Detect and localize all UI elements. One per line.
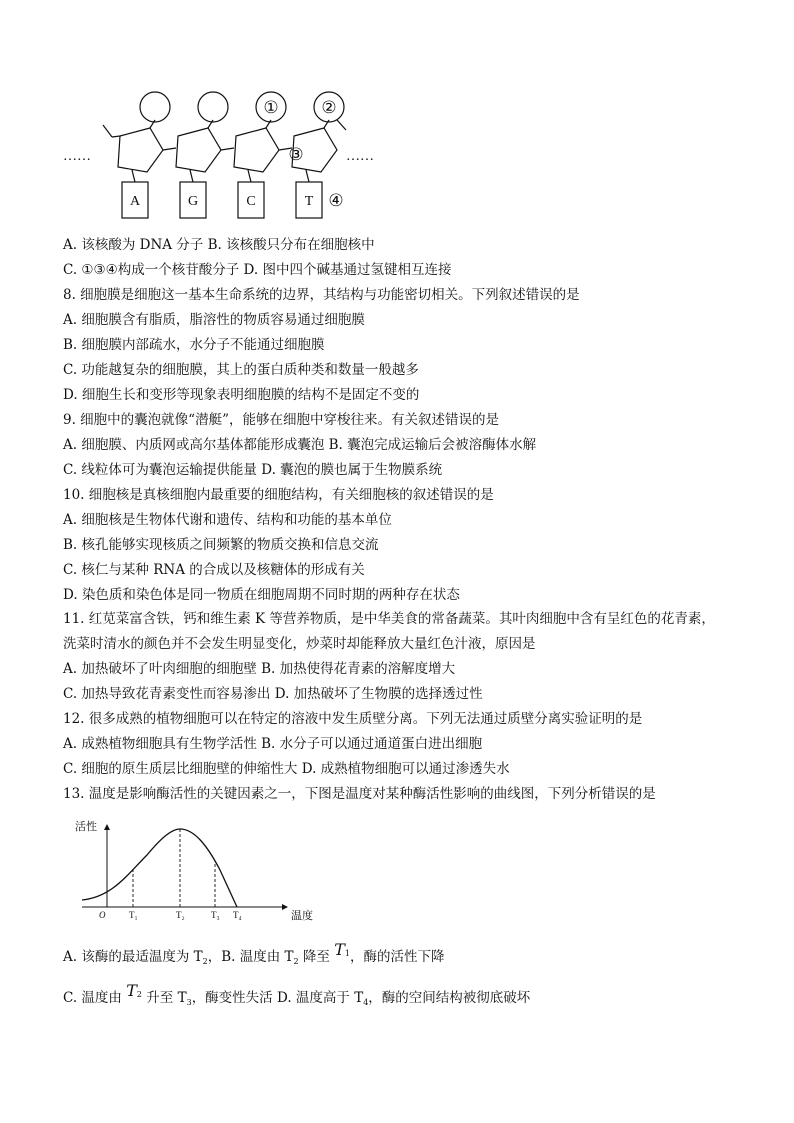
enzyme-activity-graph [72, 815, 332, 935]
label-2: ② [321, 98, 337, 117]
phosphate-circle-1 [140, 92, 170, 122]
q10-stem: 10. 细胞核是真核细胞内最重要的细胞结构，有关细胞核的叙述错误的是 [63, 487, 494, 503]
base-label-2: G [187, 194, 199, 209]
x-axis-label: 温度 [291, 910, 313, 922]
origin-label: O [99, 910, 106, 920]
tick-t1: T₁ [129, 910, 138, 920]
q8-stem: 8. 细胞膜是细胞这一基本生命系统的边界，其结构与功能密切相关。下列叙述错误的是 [63, 287, 580, 303]
q9-stem: 9. 细胞中的囊泡就像“潜艇”，能够在细胞中穿梭往来。有关叙述错误的是 [63, 412, 499, 428]
q13-stem: 13. 温度是影响酶活性的关键因素之一，下图是温度对某种酶活性影响的曲线图，下列分析错误的是 [63, 786, 656, 802]
sugar-pentagon-1 [118, 128, 163, 172]
q10-option-d: D. 染色质和染色体是同一物质在细胞周期不同时期的两种存在状态 [63, 587, 460, 603]
y-axis-label: 活性 [75, 821, 97, 833]
base-label-1: A [129, 194, 141, 209]
sugar-pentagon-3 [234, 128, 279, 172]
q8-option-c: C. 功能越复杂的细胞膜，其上的蛋白质种类和数量一般越多 [63, 362, 419, 378]
q11-stem-line2: 洗菜时清水的颜色并不会发生明显变化，炒菜时却能释放大量红色汁液，原因是 [63, 636, 536, 652]
dna-strand-figure [0, 0, 794, 230]
q8-option-b: B. 细胞膜内部疏水，水分子不能通过细胞膜 [63, 337, 325, 353]
q10-option-a: A. 细胞核是生物体代谢和遗传、结构和功能的基本单位 [63, 512, 392, 528]
q10-option-c: C. 核仁与某种 RNA 的合成以及核糖体的形成有关 [63, 562, 365, 578]
label-4: ④ [328, 191, 344, 210]
q12-option-cd: C. 细胞的原生质层比细胞壁的伸缩性大 D. 成熟植物细胞可以通过渗透失水 [63, 761, 510, 777]
q7-option-ab: A. 该核酸为 DNA 分子 B. 该核酸只分布在细胞核中 [63, 237, 375, 253]
base-label-4: T [304, 194, 314, 209]
tick-t4: T₄ [233, 910, 242, 920]
q11-option-cd: C. 加热导致花青素变性而容易渗出 D. 加热破坏了生物膜的选择透过性 [63, 686, 483, 702]
q8-option-d: D. 细胞生长和变形等现象表明细胞膜的结构不是固定不变的 [63, 387, 420, 403]
label-1: ① [263, 98, 279, 117]
tick-t2: T₂ [176, 910, 185, 920]
base-label-3: C [246, 194, 256, 209]
dots-right: …… [346, 149, 374, 164]
tick-t3: T₃ [211, 910, 220, 920]
q10-option-b: B. 核孔能够实现核质之间频繁的物质交换和信息交流 [63, 537, 379, 553]
phosphate-circle-2 [198, 92, 228, 122]
q12-option-ab: A. 成熟植物细胞具有生物学活性 B. 水分子可以通过通道蛋白进出细胞 [63, 736, 483, 752]
sugar-pentagon-2 [176, 128, 221, 172]
label-3: ③ [288, 145, 304, 164]
q12-stem: 12. 很多成熟的植物细胞可以在特定的溶液中发生质壁分离。下列无法通过质壁分离实验证明的是 [63, 711, 643, 727]
q9-option-ab: A. 细胞膜、内质网或高尔基体都能形成囊泡 B. 囊泡完成运输后会被溶酶体水解 [63, 437, 537, 453]
activity-curve [82, 829, 237, 907]
q11-option-ab: A. 加热破坏了叶肉细胞的细胞壁 B. 加热使得花青素的溶解度增大 [63, 661, 456, 677]
q9-option-cd: C. 线粒体可为囊泡运输提供能量 D. 囊泡的膜也属于生物膜系统 [63, 462, 443, 478]
q13-option-cd: C. 温度由 $T^2$ 升至 $T_3$，酶变性失活 D. 温度高于 $T_4$，酶的空间结构被彻底破坏 [63, 981, 531, 1007]
q7-option-cd: C. ①③④构成一个核苷酸分子 D. 图中四个碱基通过氢键相互连接 [63, 262, 452, 278]
dots-left: …… [63, 149, 91, 164]
q8-option-a: A. 细胞膜含有脂质，脂溶性的物质容易通过细胞膜 [63, 312, 365, 328]
q13-option-ab: A. 该酶的最适温度为 $T_2$，B. 温度由 $T_2$ 降至 $T^1$，酶的活性下降 [63, 940, 445, 966]
q11-stem-line1: 11. 红苋菜富含铁，钙和维生素 K 等营养物质，是中华美食的常备蔬菜。其叶肉细胞中含有呈红色的花青素， [63, 611, 715, 627]
